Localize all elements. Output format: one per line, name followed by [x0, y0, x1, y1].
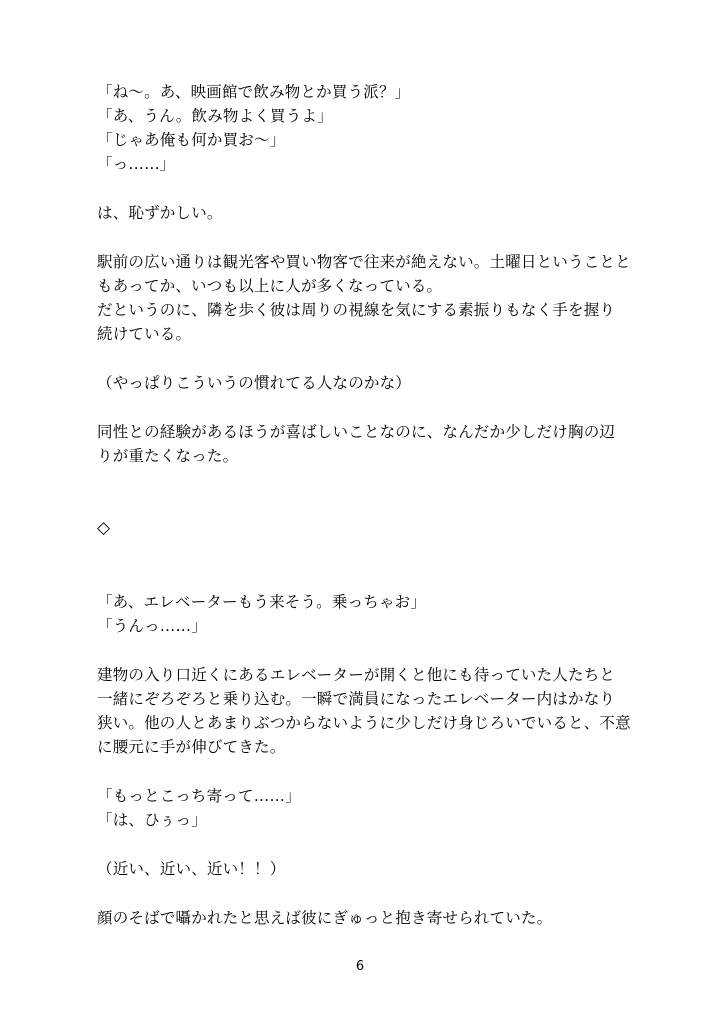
text-line: りが重たくなった。	[97, 447, 239, 465]
text-line: だというのに、隣を歩く彼は周りの視線を気にする素振りもなく手を握り	[97, 301, 616, 319]
text-line: もあってか、いつも以上に人が多くなっている。	[97, 277, 443, 295]
text-line: 「うんっ……」	[97, 617, 207, 635]
text-line: 「っ……」	[97, 155, 176, 173]
page-number: 6	[355, 959, 365, 974]
text-line: 駅前の広い通りは観光客や買い物客で往来が絶えない。土曜日ということと	[97, 253, 631, 271]
text-line: （やっぱりこういうの慣れてる人なのかな）	[97, 374, 412, 392]
text-line: 一緒にぞろぞろと乗り込む。一瞬で満員になったエレベーター内はかなり	[97, 690, 616, 708]
section-break-diamond: ◇	[97, 518, 111, 538]
text-line: 建物の入り口近くにあるエレベーターが開くと他にも待っていた人たちと	[97, 666, 616, 684]
text-line: 顔のそばで囁かれたと思えば彼にぎゅっと抱き寄せられていた。	[97, 909, 553, 927]
text-line: は、恥ずかしい。	[97, 204, 223, 222]
text-line: 「あ、エレベーターもう来そう。乗っちゃお」	[97, 593, 427, 611]
text-line: 「もっとこっち寄って……」	[97, 787, 301, 805]
text-line: 狭い。他の人とあまりぶつからないように少しだけ身じろいでいると、不意	[97, 714, 631, 732]
text-line: 続けている。	[97, 325, 192, 343]
text-line: 「じゃあ俺も何か買お〜」	[97, 131, 286, 149]
text-line: に腰元に手が伸びてきた。	[97, 738, 286, 756]
text-line: 「は、ひぅっ」	[97, 811, 207, 829]
text-line: （近い、近い、近い！！）	[97, 860, 286, 878]
text-line: 「ね〜。あ、映画館で飲み物とか買う派？」	[97, 83, 411, 101]
text-line: 同性との経験があるほうが喜ばしいことなのに、なんだか少しだけ胸の辺	[97, 423, 616, 441]
text-line: 「あ、うん。飲み物よく買うよ」	[97, 107, 333, 125]
